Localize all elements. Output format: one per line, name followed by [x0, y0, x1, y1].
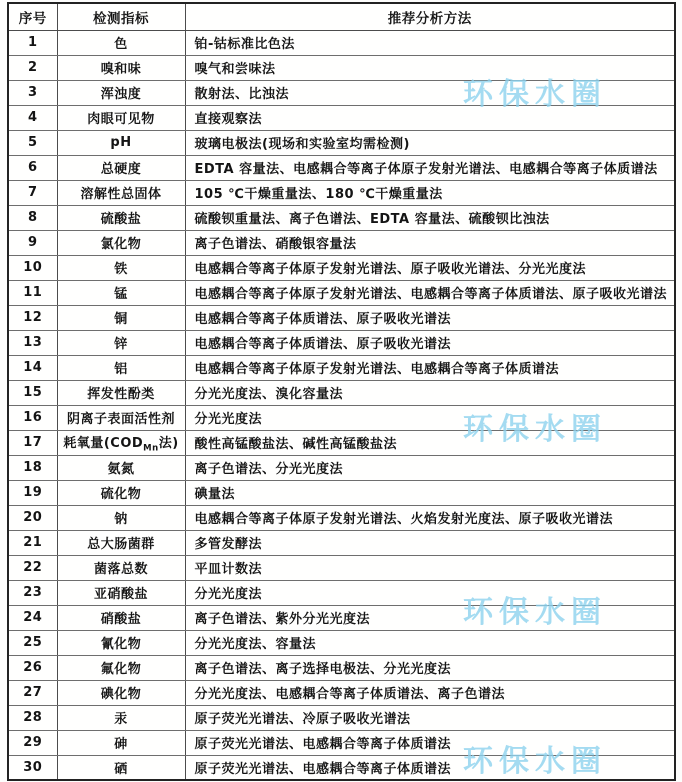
methods-cell: 分光光度法 [185, 580, 675, 605]
table-row [8, 730, 675, 755]
serial-number-cell: 13 [8, 330, 57, 355]
table-row [8, 230, 675, 255]
indicator-cell: 铜 [57, 305, 185, 330]
methods-cell: 105 ℃干燥重量法、180 ℃干燥重量法 [185, 180, 675, 205]
table-body [8, 30, 675, 780]
serial-number-cell: 8 [8, 205, 57, 230]
table-row [8, 105, 675, 130]
indicator-cell: 耗氧量($COD_{Mn}$法) [57, 430, 185, 455]
serial-number-cell: 5 [8, 130, 57, 155]
methods-cell: 分光光度法 [185, 405, 675, 430]
table-row [8, 680, 675, 705]
table-row [8, 255, 675, 280]
methods-cell: 原子荧光光谱法、电感耦合等离子体质谱法 [185, 730, 675, 755]
methods-cell: 铂-钴标准比色法 [185, 30, 675, 55]
methods-cell: 分光光度法、容量法 [185, 630, 675, 655]
watermark-text: 环保水圈 [463, 77, 607, 112]
serial-number-cell: 1 [8, 30, 57, 55]
serial-number-cell: 26 [8, 655, 57, 680]
table-row [8, 280, 675, 305]
analysis-methods-table [7, 2, 676, 781]
table-row [8, 705, 675, 730]
serial-number-cell: 14 [8, 355, 57, 380]
watermark-text: 环保水圈 [463, 412, 607, 447]
serial-number-cell: 30 [8, 755, 57, 780]
methods-cell: 酸性高锰酸盐法、碱性高锰酸盐法 [185, 430, 675, 455]
serial-number-cell: 29 [8, 730, 57, 755]
serial-number-cell: 15 [8, 380, 57, 405]
indicator-cell: 铁 [57, 255, 185, 280]
table-row [8, 405, 675, 430]
col-header-serial-number: 序号 [8, 3, 57, 30]
indicator-cell: 总大肠菌群 [57, 530, 185, 555]
col-header-indicator: 检测指标 [57, 3, 185, 30]
indicator-cell: 挥发性酚类 [57, 380, 185, 405]
table-row [8, 380, 675, 405]
methods-cell: 电感耦合等离子体原子发射光谱法、原子吸收光谱法、分光光度法 [185, 255, 675, 280]
indicator-cell: 硫化物 [57, 480, 185, 505]
table-row [8, 205, 675, 230]
watermark-text: 环保水圈 [463, 595, 607, 630]
col-header-recommended-methods: 推荐分析方法 [185, 3, 675, 30]
indicator-cell: 肉眼可见物 [57, 105, 185, 130]
serial-number-cell: 18 [8, 455, 57, 480]
serial-number-cell: 22 [8, 555, 57, 580]
indicator-cell: 氟化物 [57, 655, 185, 680]
serial-number-cell: 20 [8, 505, 57, 530]
methods-cell: 电感耦合等离子体原子发射光谱法、电感耦合等离子体质谱法 [185, 355, 675, 380]
methods-cell: 分光光度法、溴化容量法 [185, 380, 675, 405]
indicator-cell: 硝酸盐 [57, 605, 185, 630]
table-row [8, 130, 675, 155]
serial-number-cell: 3 [8, 80, 57, 105]
serial-number-cell: 2 [8, 55, 57, 80]
indicator-cell: 砷 [57, 730, 185, 755]
table-row [8, 80, 675, 105]
table-row [8, 430, 675, 455]
indicator-cell: 嗅和味 [57, 55, 185, 80]
table-row [8, 755, 675, 780]
methods-cell: 离子色谱法、硝酸银容量法 [185, 230, 675, 255]
table-row [8, 555, 675, 580]
indicator-cell: 汞 [57, 705, 185, 730]
watermark-text: 环保水圈 [463, 744, 607, 779]
table-row [8, 655, 675, 680]
table-row [8, 605, 675, 630]
indicator-cell: 锌 [57, 330, 185, 355]
table-row [8, 55, 675, 80]
indicator-cell: 氰化物 [57, 630, 185, 655]
indicator-cell: 总硬度 [57, 155, 185, 180]
indicator-cell: 溶解性总固体 [57, 180, 185, 205]
table-row [8, 480, 675, 505]
methods-cell: 分光光度法、电感耦合等离子体质谱法、离子色谱法 [185, 680, 675, 705]
table-row [8, 305, 675, 330]
indicator-cell: 硒 [57, 755, 185, 780]
indicator-cell: 氯化物 [57, 230, 185, 255]
table-row [8, 455, 675, 480]
serial-number-cell: 19 [8, 480, 57, 505]
methods-cell: 硫酸钡重量法、离子色谱法、EDTA 容量法、硫酸钡比浊法 [185, 205, 675, 230]
serial-number-cell: 23 [8, 580, 57, 605]
table-row [8, 330, 675, 355]
serial-number-cell: 7 [8, 180, 57, 205]
methods-cell: 玻璃电极法(现场和实验室均需检测) [185, 130, 675, 155]
serial-number-cell: 6 [8, 155, 57, 180]
serial-number-cell: 17 [8, 430, 57, 455]
indicator-cell: 硫酸盐 [57, 205, 185, 230]
indicator-cell: 色 [57, 30, 185, 55]
serial-number-cell: 4 [8, 105, 57, 130]
serial-number-cell: 12 [8, 305, 57, 330]
table-row [8, 530, 675, 555]
indicator-cell: 碘化物 [57, 680, 185, 705]
methods-cell: 电感耦合等离子体原子发射光谱法、电感耦合等离子体质谱法、原子吸收光谱法 [185, 280, 675, 305]
indicator-cell: 菌落总数 [57, 555, 185, 580]
indicator-cell: 钠 [57, 505, 185, 530]
methods-cell: 原子荧光光谱法、冷原子吸收光谱法 [185, 705, 675, 730]
serial-number-cell: 28 [8, 705, 57, 730]
methods-cell: 平皿计数法 [185, 555, 675, 580]
methods-cell: 电感耦合等离子体质谱法、原子吸收光谱法 [185, 330, 675, 355]
indicator-cell: 亚硝酸盐 [57, 580, 185, 605]
methods-cell: 嗅气和尝味法 [185, 55, 675, 80]
methods-cell: 离子色谱法、分光光度法 [185, 455, 675, 480]
table-row [8, 30, 675, 55]
methods-cell: 直接观察法 [185, 105, 675, 130]
methods-cell: 散射法、比浊法 [185, 80, 675, 105]
methods-cell: 碘量法 [185, 480, 675, 505]
indicator-cell: 铝 [57, 355, 185, 380]
serial-number-cell: 11 [8, 280, 57, 305]
table-header [8, 3, 675, 30]
table-row [8, 630, 675, 655]
serial-number-cell: 9 [8, 230, 57, 255]
serial-number-cell: 27 [8, 680, 57, 705]
indicator-cell: 阴离子表面活性剂 [57, 405, 185, 430]
indicator-cell: 浑浊度 [57, 80, 185, 105]
indicator-cell: 氨氮 [57, 455, 185, 480]
table-row [8, 580, 675, 605]
indicator-cell: pH [57, 130, 185, 155]
methods-cell: 离子色谱法、离子选择电极法、分光光度法 [185, 655, 675, 680]
methods-cell: 电感耦合等离子体质谱法、原子吸收光谱法 [185, 305, 675, 330]
serial-number-cell: 24 [8, 605, 57, 630]
table-row [8, 505, 675, 530]
methods-cell: 原子荧光光谱法、电感耦合等离子体质谱法 [185, 755, 675, 780]
indicator-cell: 锰 [57, 280, 185, 305]
table-row [8, 155, 675, 180]
serial-number-cell: 16 [8, 405, 57, 430]
serial-number-cell: 21 [8, 530, 57, 555]
methods-cell: 离子色谱法、紫外分光光度法 [185, 605, 675, 630]
header-row [8, 3, 675, 30]
serial-number-cell: 10 [8, 255, 57, 280]
methods-cell: 电感耦合等离子体原子发射光谱法、火焰发射光度法、原子吸收光谱法 [185, 505, 675, 530]
methods-cell: EDTA 容量法、电感耦合等离子体原子发射光谱法、电感耦合等离子体质谱法 [185, 155, 675, 180]
methods-cell: 多管发酵法 [185, 530, 675, 555]
serial-number-cell: 25 [8, 630, 57, 655]
table-row [8, 180, 675, 205]
table-row [8, 355, 675, 380]
